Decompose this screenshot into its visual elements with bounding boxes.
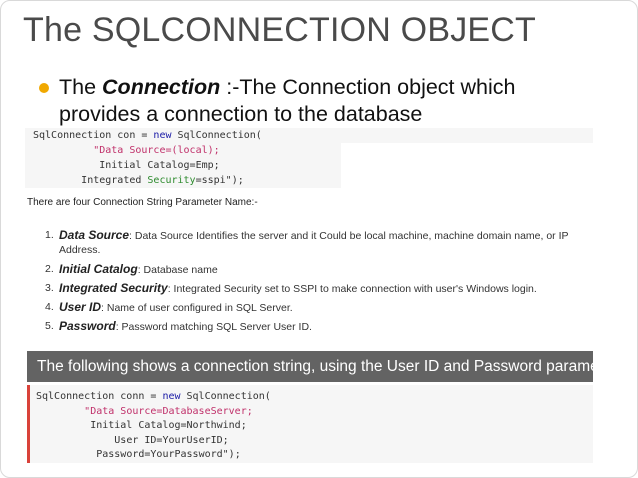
parameter-number: 4. xyxy=(45,301,54,313)
bullet-emphasis: Connection xyxy=(102,75,221,99)
code-line xyxy=(36,390,271,405)
parameter-term: User ID xyxy=(59,300,102,314)
code-token: User ID=YourUserID; xyxy=(114,434,229,446)
code-token: Integrated xyxy=(81,175,148,186)
code-token: SqlConnection( xyxy=(171,130,262,141)
parameters-intro: There are four Connection String Parameter Name:- xyxy=(27,197,258,208)
code-token: "Data Source=DatabaseServer; xyxy=(84,405,253,417)
code-token: SqlConnection( xyxy=(180,391,271,402)
code-token: new xyxy=(153,130,172,141)
parameter-number: 1. xyxy=(45,229,54,241)
parameter-item xyxy=(45,301,601,316)
code-line xyxy=(33,158,262,173)
parameter-description: : Database name xyxy=(137,264,218,276)
slide-title: The SQLCONNECTION OBJECT xyxy=(23,11,536,49)
parameter-description: : Password matching SQL Server User ID. xyxy=(115,321,312,333)
code-line xyxy=(33,128,262,143)
code-token: Password=YourPassword"); xyxy=(96,449,241,460)
connection-string-banner: The following shows a connection string, using the User ID and Password parameters: xyxy=(27,351,593,382)
code-line xyxy=(36,405,271,420)
code-line xyxy=(33,143,262,158)
code-line xyxy=(36,419,271,434)
code-token: "Data Source=(local); xyxy=(93,145,220,156)
parameter-term: Integrated Security xyxy=(59,281,168,295)
bullet-dot-icon xyxy=(39,83,49,93)
code-token: SqlConnection con = xyxy=(33,130,154,141)
bullet-text xyxy=(59,74,599,128)
parameter-term: Password xyxy=(59,319,116,333)
parameter-description: : Integrated Security set to SSPI to make connection with user's Windows login. xyxy=(167,283,537,295)
parameter-item xyxy=(45,282,601,297)
code-snippet-2 xyxy=(27,385,593,463)
code-token: Security xyxy=(147,175,196,186)
code-token: new xyxy=(162,391,181,402)
code-token: =sspi"); xyxy=(195,175,244,186)
code-snippet-2-text xyxy=(36,390,271,463)
parameter-item xyxy=(45,320,601,335)
code-line xyxy=(33,173,262,188)
code-token: SqlConnection conn = xyxy=(36,391,163,402)
code-snippet-1-text xyxy=(33,128,262,188)
parameter-term: Data Source xyxy=(59,228,130,242)
parameter-number: 2. xyxy=(45,263,54,275)
bullet-prefix: The xyxy=(59,75,103,99)
parameter-description: : Data Source Identifies the server and it Could be local machine, machine domain name, or IP Address. xyxy=(59,230,569,256)
parameter-description: : Name of user configured in SQL Server. xyxy=(101,302,293,314)
parameter-number: 5. xyxy=(45,320,54,332)
code-token: Initial Catalog=Emp; xyxy=(99,160,220,171)
code-line xyxy=(36,434,271,449)
code-line xyxy=(36,448,271,463)
parameter-item xyxy=(45,229,601,257)
bullet-rest: :-The Connection object which provides a connection to the database xyxy=(59,75,516,126)
code-snippet-1 xyxy=(25,128,593,188)
parameter-item xyxy=(45,263,601,278)
parameter-term: Initial Catalog xyxy=(59,262,138,276)
bullet-point xyxy=(39,74,599,128)
parameter-number: 3. xyxy=(45,282,54,294)
code-token: Initial Catalog=Northwind; xyxy=(90,420,247,431)
